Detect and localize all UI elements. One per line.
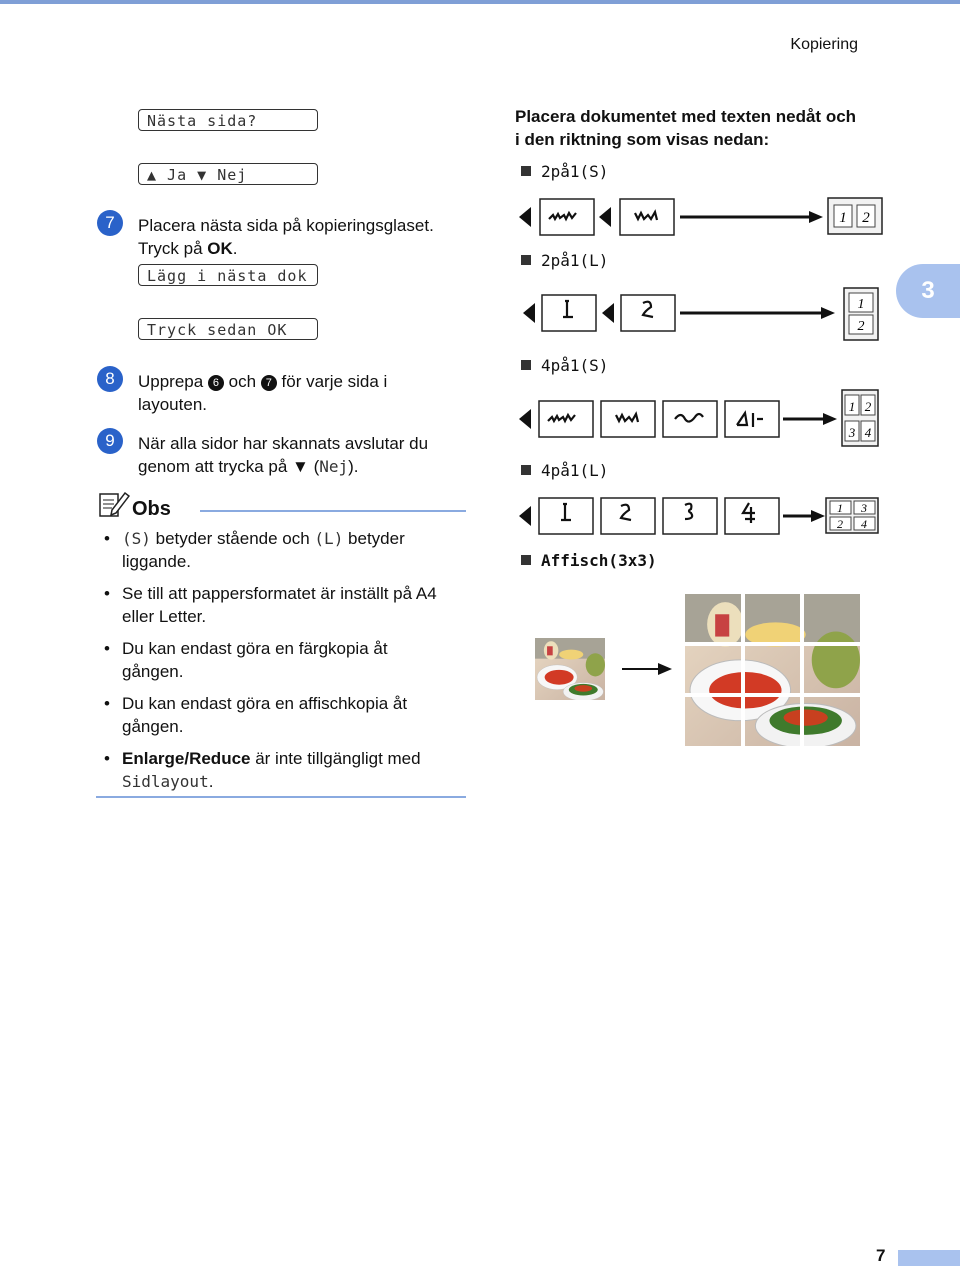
step-7-line1: Placera nästa sida på kopieringsglaset. — [138, 216, 434, 235]
nej-key: Nej — [319, 457, 349, 476]
page-number-bar — [898, 1250, 960, 1266]
top-rule — [0, 0, 960, 4]
direction-arrow-icon — [823, 413, 837, 425]
result-page-label: 3 — [861, 501, 867, 515]
result-page-label: 1 — [839, 210, 847, 226]
diagram-2in1-s — [519, 198, 882, 235]
step-number-8: 8 — [97, 366, 123, 392]
note-item-5: • Enlarge/Reduce är inte tillgängligt med Sidlayout. — [96, 747, 476, 793]
result-page-label: 1 — [837, 501, 843, 515]
feed-arrow-icon — [602, 303, 614, 323]
direction-arrow-icon — [809, 211, 823, 223]
feed-arrow-icon — [519, 207, 531, 227]
chapter-tab: 3 — [896, 264, 960, 318]
diagram-2in1-l — [523, 288, 878, 340]
lcd-yes-no: ▲ Ja ▼ Nej — [138, 163, 318, 185]
page-header: Kopiering — [790, 36, 858, 53]
option-4in1-l: 4på1(L) — [521, 461, 608, 480]
result-page-label: 4 — [864, 425, 872, 440]
note-item-2: • Se till att pappersformatet är inställt på A4 eller Letter. — [96, 582, 476, 628]
result-page-label: 2 — [857, 319, 865, 334]
result-page-label: 2 — [862, 210, 870, 226]
feed-arrow-icon — [519, 409, 531, 429]
lcd-next-page: Nästa sida? — [138, 109, 318, 131]
page-number: 7 — [876, 1246, 886, 1265]
result-page-label: 1 — [848, 399, 856, 414]
note-title: Obs — [132, 498, 171, 520]
result-page-label: 4 — [861, 517, 867, 531]
step-number-9: 9 — [97, 428, 123, 454]
step-ref-6: 6 — [208, 375, 224, 391]
step-8-text: Upprepa 6 och 7 för varje sida i layouten. — [138, 372, 388, 414]
poster-arrow-icon — [658, 663, 672, 675]
ok-key: OK — [207, 239, 233, 258]
poster-source-photo — [535, 638, 605, 701]
note-item-1: • (S) betyder stående och (L) betyder liggande. — [96, 527, 476, 573]
note-pencil-icon — [98, 488, 130, 520]
result-page-label: 3 — [848, 425, 856, 440]
diagram-4in1-s — [519, 390, 878, 446]
step-9-text: När alla sidor har skannats avslutar du genom att trycka på ▼ (Nej). — [138, 434, 429, 476]
diagram-4in1-l — [519, 498, 878, 534]
option-2in1-l: 2på1(L) — [521, 251, 608, 270]
step-ref-7: 7 — [261, 375, 277, 391]
note-top-rule — [200, 510, 466, 512]
note-item-4: • Du kan endast göra en affischkopia åt gången. — [96, 692, 476, 738]
option-2in1-s: 2på1(S) — [521, 162, 608, 181]
poster-grid — [685, 594, 860, 748]
option-4in1-s: 4på1(S) — [521, 356, 608, 375]
feed-arrow-icon — [523, 303, 535, 323]
step-number-7: 7 — [97, 210, 123, 236]
option-poster-3x3: Affisch(3x3) — [521, 551, 657, 570]
step-7-text — [138, 214, 434, 260]
lcd-load-next: Lägg i nästa dok — [138, 264, 318, 286]
right-title: Placera dokumentet med texten nedåt och i den riktning som visas nedan: — [515, 107, 857, 149]
note-item-3: • Du kan endast göra en färgkopia åt gången. — [96, 637, 476, 683]
step-7-line2: Tryck på OK. — [138, 239, 238, 258]
direction-arrow-icon — [811, 510, 825, 522]
result-page-label: 2 — [864, 399, 872, 414]
feed-arrow-icon — [599, 207, 611, 227]
note-bullet-list — [96, 527, 476, 802]
layout-diagrams — [515, 193, 885, 558]
lcd-press-ok: Tryck sedan OK — [138, 318, 318, 340]
note-bottom-rule — [96, 796, 466, 798]
result-page-label: 1 — [857, 297, 865, 312]
poster-diagram — [530, 590, 865, 750]
direction-arrow-icon — [821, 307, 835, 319]
result-page-label: 2 — [837, 517, 843, 531]
feed-arrow-icon — [519, 506, 531, 526]
square-bullet-icon — [521, 166, 531, 176]
